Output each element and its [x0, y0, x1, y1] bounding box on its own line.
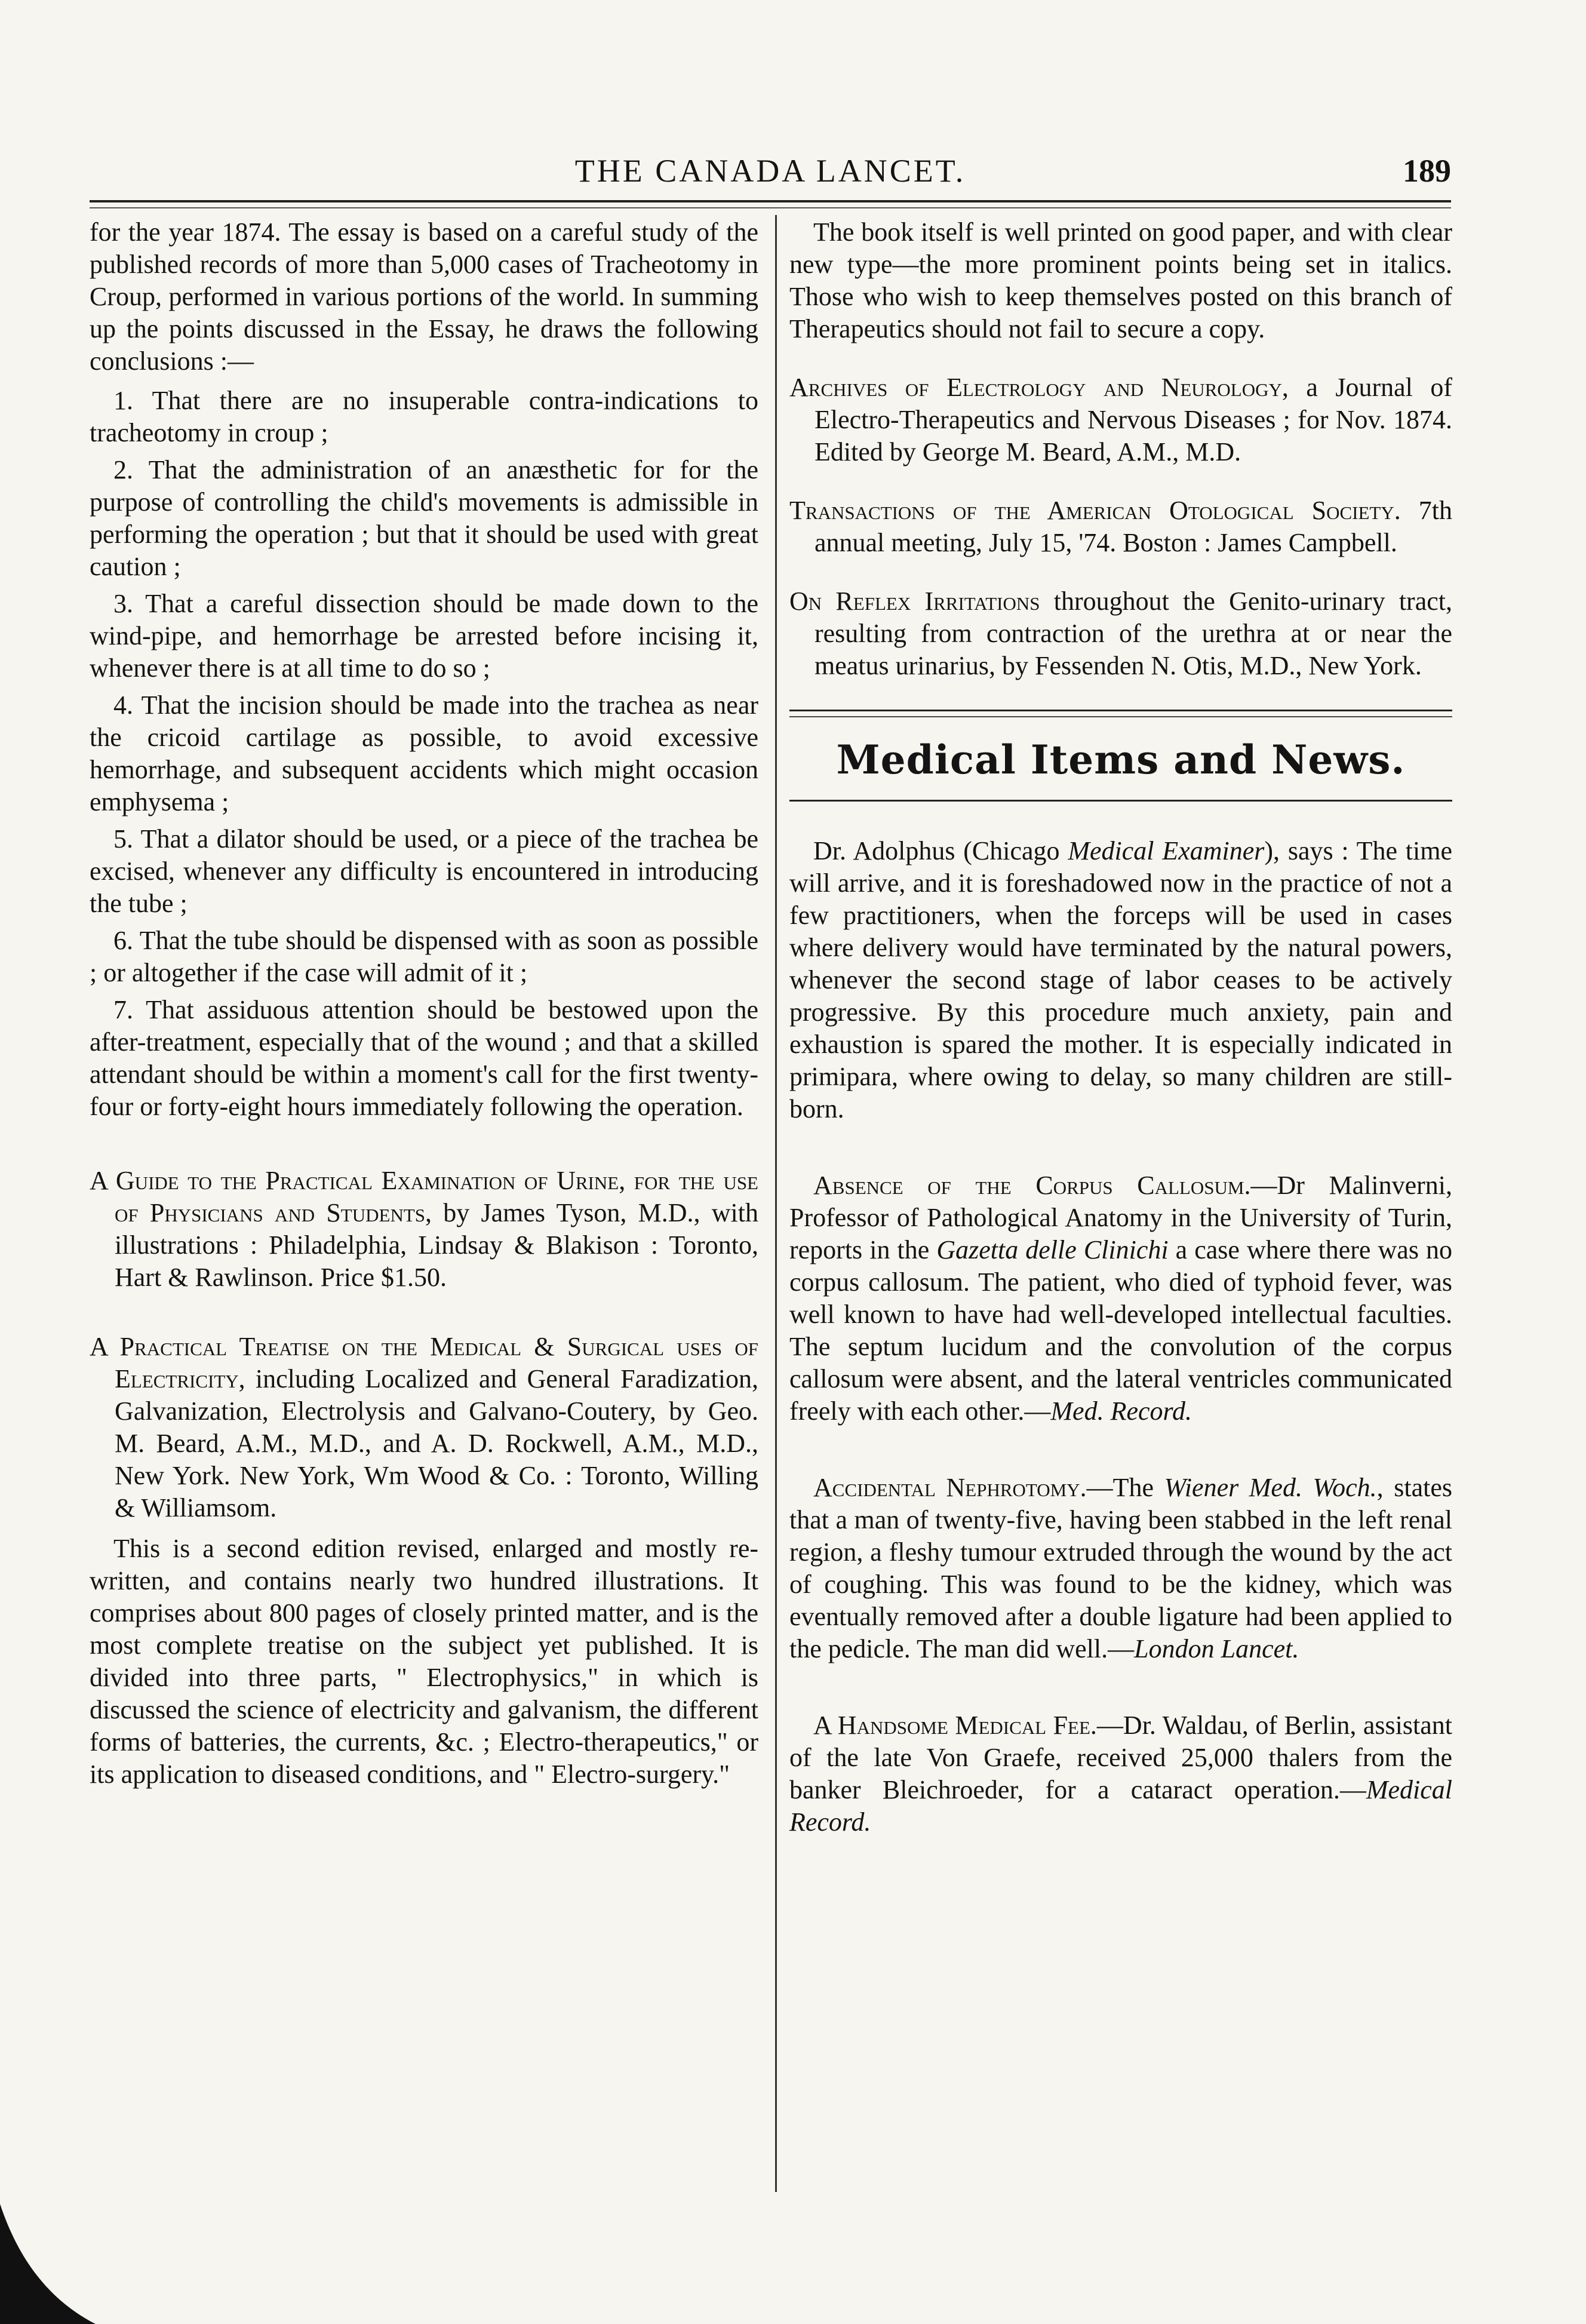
news-item-corpus-callosum [789, 1169, 1452, 1427]
list-item: 4. That the incision should be made into the trachea as near the cricoid cartilage as possible, to avoid excessive hemorrhage, and subsequent accidents which might occasion emphysema ; [90, 690, 758, 816]
page-number: 189 [1403, 153, 1451, 189]
item-source: Med. Record. [1050, 1396, 1192, 1426]
treatise-review: This is a second edition revised, enlarged and mostly re-written, and contains nearly two hundred illustrations. It comprises about 800 pages of closely printed matter, and is the most complete treatise on the subject yet published. It is divided into three parts, " Electrophysics," in which is discussed the science of electricity and galvanism, the different forms of batteries, the currents, &c. ; Electro-therapeutics," or its application to diseased conditions, and " Electro-surgery." [90, 1534, 758, 1789]
item-source: London Lancet. [1134, 1634, 1299, 1663]
journal-name: Medical Examiner [1068, 836, 1265, 865]
notice-details: by James Tyson, M.D., with illustrations : Philadelphia, Lindsay & Blakison : Toronto, Hart & Rawlinson. Price $1.50. [115, 1198, 758, 1292]
running-header [90, 152, 1451, 200]
journal-name: Wiener Med. Woch. [1164, 1473, 1377, 1502]
item-text: —The [1086, 1473, 1164, 1502]
list-item: 5. That a dilator should be used, or a piece of the trachea be excised, whenever any difficulty is encountered in introducing the tube ; [90, 824, 758, 918]
notice-electricity-treatise [90, 1331, 758, 1524]
section-rule [789, 710, 1452, 711]
right-column [789, 216, 1452, 1838]
news-item-medical-fee [789, 1709, 1452, 1838]
notice-title: A Practical Treatise on the Medical & Surgical uses of Electricity, [90, 1332, 758, 1393]
notice-title: Transactions of the American Otological Society. [789, 496, 1401, 525]
notice-archives [789, 372, 1452, 468]
item-title: Accidental Nephrotomy. [813, 1473, 1087, 1502]
list-item: 3. That a careful dissection should be made down to the wind-pipe, and hemorrhage be arrested before incising it, whenever there is at all time to do so ; [90, 589, 758, 683]
item-text: , states that a man of twenty-five, having been stabbed in the left renal region, a fleshy tumour extruded through the wound by the act of coughing. This was found to be the kidney, which was eventually removed after a double ligature had been applied to the pedicle. The man did well.— [789, 1473, 1452, 1663]
item-source: Medical Record. [789, 1775, 1452, 1837]
item-text: ), says : The time will arrive, and it is foreshadowed now in the practice of not a few practitioners, when the forceps will be used in cases where delivery would have terminated by the natural powers, whenever the second stage of labor ceases to be actively progressive. By this procedure much anxiety, pain and exhaustion is spared the mother. It is especially indicated in primipara, where owing to delay, so many children are still-born. [789, 836, 1453, 1123]
notice-details: including Localized and General Faradization, Galvanization, Electrolysis and Galvano-Coutery, by Geo. M. Beard, A.M., M.D., and A. D. Rockwell, A.M., M.D., New York. New York, Wm Wood & Co. : Toronto, Willing & Williamsom. [115, 1364, 758, 1522]
binding-shadow [0, 2204, 96, 2324]
news-item-adolphus [789, 835, 1452, 1125]
notice-reflex-irritations [789, 585, 1452, 682]
item-text: —Dr. Waldau, of Berlin, assistant of the late Von Graefe, received 25,000 thalers from the banker Bleichroeder, for a cataract operation.— [789, 1711, 1452, 1804]
essay-intro: for the year 1874. The essay is based on a careful study of the published records of more than 5,000 cases of Tracheotomy in Croup, performed in various portions of the world. In summing up the points discussed in the Essay, he draws the following conclusions :— [90, 217, 758, 376]
left-column [90, 216, 758, 1791]
notice-title: On Reflex Irritations [789, 587, 1040, 616]
review-conclusion: The book itself is well printed on good paper, and with clear new type—the more prominent points being set in italics. Those who wish to keep themselves posted on this branch of Therapeutics should not fail to secure a copy. [789, 217, 1452, 343]
journal-title: THE CANADA LANCET. [574, 153, 966, 189]
notice-details: a Journal of Electro-Therapeutics and Nervous Diseases ; for Nov. 1874. Edited by George M. Beard, A.M., M.D. [814, 373, 1452, 466]
item-text: Dr. Adolphus (Chicago [813, 836, 1068, 865]
item-text: —Dr Malinverni, Professor of Pathological Anatomy in the University of Turin, reports in the [789, 1171, 1453, 1264]
notice-details: throughout the Genito-urinary tract, resulting from contraction of the urethra at or near the meatus urinarius, by Fessenden N. Otis, M.D., New York. [814, 587, 1452, 680]
notice-title: Archives of Electrology and Neurology, [789, 373, 1289, 402]
header-rule-thin [90, 207, 1451, 208]
notice-urine-guide [90, 1165, 758, 1294]
item-title: A Handsome Medical Fee. [813, 1711, 1097, 1740]
list-item: 2. That the administration of an anæsthetic for for the purpose of controlling the child's movements is admissible in performing the operation ; but that it should be used with great caution ; [90, 455, 758, 581]
notice-otological [789, 495, 1452, 559]
section-rule-thin [789, 716, 1452, 717]
list-item: 7. That assiduous attention should be bestowed upon the after-treatment, especially that of the wound ; and that a skilled attendant should be within a moment's call for the first twenty-four or forty-eight hours immediately following the operation. [90, 995, 758, 1121]
item-text: a case where there was no corpus callosum. The patient, who died of typhoid fever, was well known to have had well-developed intellectual faculties. The septum lucidum and the convolution of the corpus callosum were absent, and the lateral ventricles communicated freely with each other.— [789, 1235, 1452, 1426]
section-heading: Medical Items and News. [836, 736, 1406, 783]
item-title: Absence of the Corpus Callosum. [813, 1171, 1251, 1200]
column-divider [775, 215, 777, 2192]
notice-details: 7th annual meeting, July 15, '74. Boston : James Campbell. [814, 496, 1452, 557]
section-rule-bottom [789, 800, 1452, 802]
header-rule [90, 200, 1451, 202]
news-item-nephrotomy [789, 1472, 1452, 1665]
list-item: 1. That there are no insuperable contra-indications to tracheotomy in croup ; [90, 386, 758, 447]
list-item: 6. That the tube should be dispensed with as soon as possible ; or altogether if the case will admit of it ; [90, 926, 758, 987]
conclusions-list [90, 385, 758, 1123]
journal-name: Gazetta delle Clinichi [936, 1235, 1169, 1264]
notice-title: A Guide to the Practical Examination of Urine, for the use of Physicians and Students, [90, 1166, 758, 1227]
